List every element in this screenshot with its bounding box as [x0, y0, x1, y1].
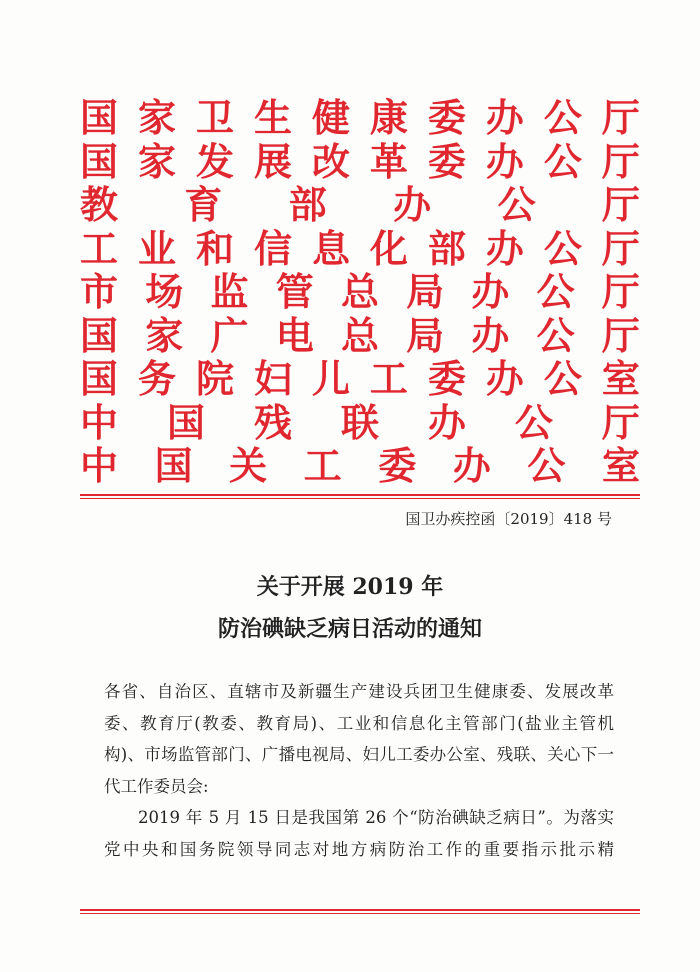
header-char: 公 — [497, 182, 536, 227]
header-char: 厅 — [601, 312, 640, 358]
header-char: 办 — [427, 399, 466, 445]
header-char: 育 — [184, 182, 223, 227]
header-char: 厅 — [601, 95, 640, 140]
title-line-2: 防治碘缺乏病日活动的通知 — [217, 616, 482, 642]
header-char: 康 — [369, 95, 408, 140]
header-char: 公 — [514, 399, 553, 445]
header-line — [80, 314, 640, 358]
title-line-1: 关于开展 2019 年 — [256, 574, 444, 600]
header-char: 中 — [80, 399, 119, 445]
header-char: 国 — [154, 443, 193, 488]
header-char: 国 — [80, 95, 119, 140]
header-char: 办 — [485, 95, 524, 140]
header-char: 业 — [137, 225, 176, 271]
header-char: 厅 — [601, 138, 640, 184]
body-line: 代工作委员会: — [104, 776, 209, 796]
header-char: 家 — [137, 138, 176, 184]
header-char: 关 — [229, 443, 268, 488]
header-char: 教 — [80, 182, 119, 227]
header-char: 展 — [253, 138, 292, 184]
issuing-authorities-header — [80, 96, 640, 488]
header-char: 公 — [527, 443, 566, 488]
header-char: 办 — [471, 269, 510, 314]
body-line: 2019 年 5 月 15 日是我国第 26 个“防治碘缺乏病日”。为落实 — [138, 808, 614, 828]
header-char: 室 — [601, 443, 640, 488]
header-char: 联 — [340, 399, 379, 445]
header-char: 局 — [406, 312, 445, 358]
header-char: 办 — [485, 225, 524, 271]
header-char: 厅 — [601, 225, 640, 271]
header-line — [80, 444, 640, 488]
header-line — [80, 140, 640, 184]
header-char: 公 — [543, 95, 582, 140]
header-char: 革 — [369, 138, 408, 184]
header-char: 总 — [340, 312, 379, 358]
header-char: 办 — [485, 138, 524, 184]
header-char: 公 — [543, 138, 582, 184]
footer-red-rule — [80, 909, 640, 914]
header-char: 改 — [311, 138, 350, 184]
header-char: 公 — [536, 269, 575, 314]
header-char: 办 — [452, 443, 491, 488]
header-char: 室 — [601, 356, 640, 401]
header-line — [80, 96, 640, 140]
header-line — [80, 401, 640, 445]
header-char: 残 — [253, 399, 292, 445]
header-line — [80, 270, 640, 314]
header-char: 儿 — [311, 356, 350, 401]
header-char: 厅 — [601, 269, 640, 314]
header-char: 电 — [275, 312, 314, 358]
header-line — [80, 183, 640, 227]
header-char: 市 — [80, 269, 119, 314]
header-red-rule — [80, 494, 640, 499]
header-char: 公 — [543, 356, 582, 401]
header-char: 信 — [253, 225, 292, 271]
header-char: 工 — [80, 225, 119, 271]
body-line: 各省、自治区、直辖市及新疆生产建设兵团卫生健康委、发展改革 — [104, 682, 614, 701]
header-char: 和 — [195, 225, 234, 271]
header-char: 场 — [145, 269, 184, 314]
header-char: 院 — [195, 356, 234, 401]
header-line — [80, 227, 640, 271]
header-char: 国 — [80, 138, 119, 184]
header-char: 工 — [369, 356, 408, 401]
header-char: 家 — [137, 95, 176, 140]
header-char: 办 — [485, 356, 524, 401]
header-char: 中 — [80, 443, 119, 488]
header-char: 公 — [543, 225, 582, 271]
header-char: 工 — [303, 443, 342, 488]
header-char: 监 — [210, 269, 249, 314]
header-char: 健 — [311, 95, 350, 140]
document-number: 国卫办疾控函〔2019〕418 号 — [405, 510, 612, 528]
header-char: 管 — [275, 269, 314, 314]
header-char: 务 — [137, 356, 176, 401]
header-char: 广 — [210, 312, 249, 358]
body-text — [104, 676, 614, 866]
header-char: 委 — [427, 138, 466, 184]
header-char: 妇 — [253, 356, 292, 401]
header-char: 生 — [253, 95, 292, 140]
body-line: 构)、市场监管部门、广播电视局、妇儿工委办公室、残联、关心下一 — [104, 745, 614, 765]
header-char: 办 — [393, 182, 432, 227]
header-char: 委 — [427, 356, 466, 401]
header-char: 办 — [471, 312, 510, 358]
header-char: 部 — [427, 225, 466, 271]
header-char: 局 — [406, 269, 445, 314]
header-line — [80, 357, 640, 401]
header-char: 化 — [369, 225, 408, 271]
body-line: 党中央和国务院领导同志对地方病防治工作的重要指示批示精 — [104, 839, 614, 859]
header-char: 厅 — [601, 399, 640, 445]
header-char: 公 — [536, 312, 575, 358]
header-char: 委 — [378, 443, 417, 488]
header-char: 国 — [80, 356, 119, 401]
header-char: 家 — [145, 312, 184, 358]
header-char: 息 — [311, 225, 350, 271]
header-char: 发 — [195, 138, 234, 184]
header-char: 部 — [288, 182, 327, 227]
header-char: 国 — [80, 312, 119, 358]
header-char: 卫 — [195, 95, 234, 140]
header-char: 总 — [340, 269, 379, 314]
body-line: 委、教育厅(教委、教育局)、工业和信息化主管部门(盐业主管机 — [104, 713, 614, 733]
header-char: 国 — [166, 399, 205, 445]
header-char: 厅 — [601, 182, 640, 227]
header-char: 委 — [427, 95, 466, 140]
